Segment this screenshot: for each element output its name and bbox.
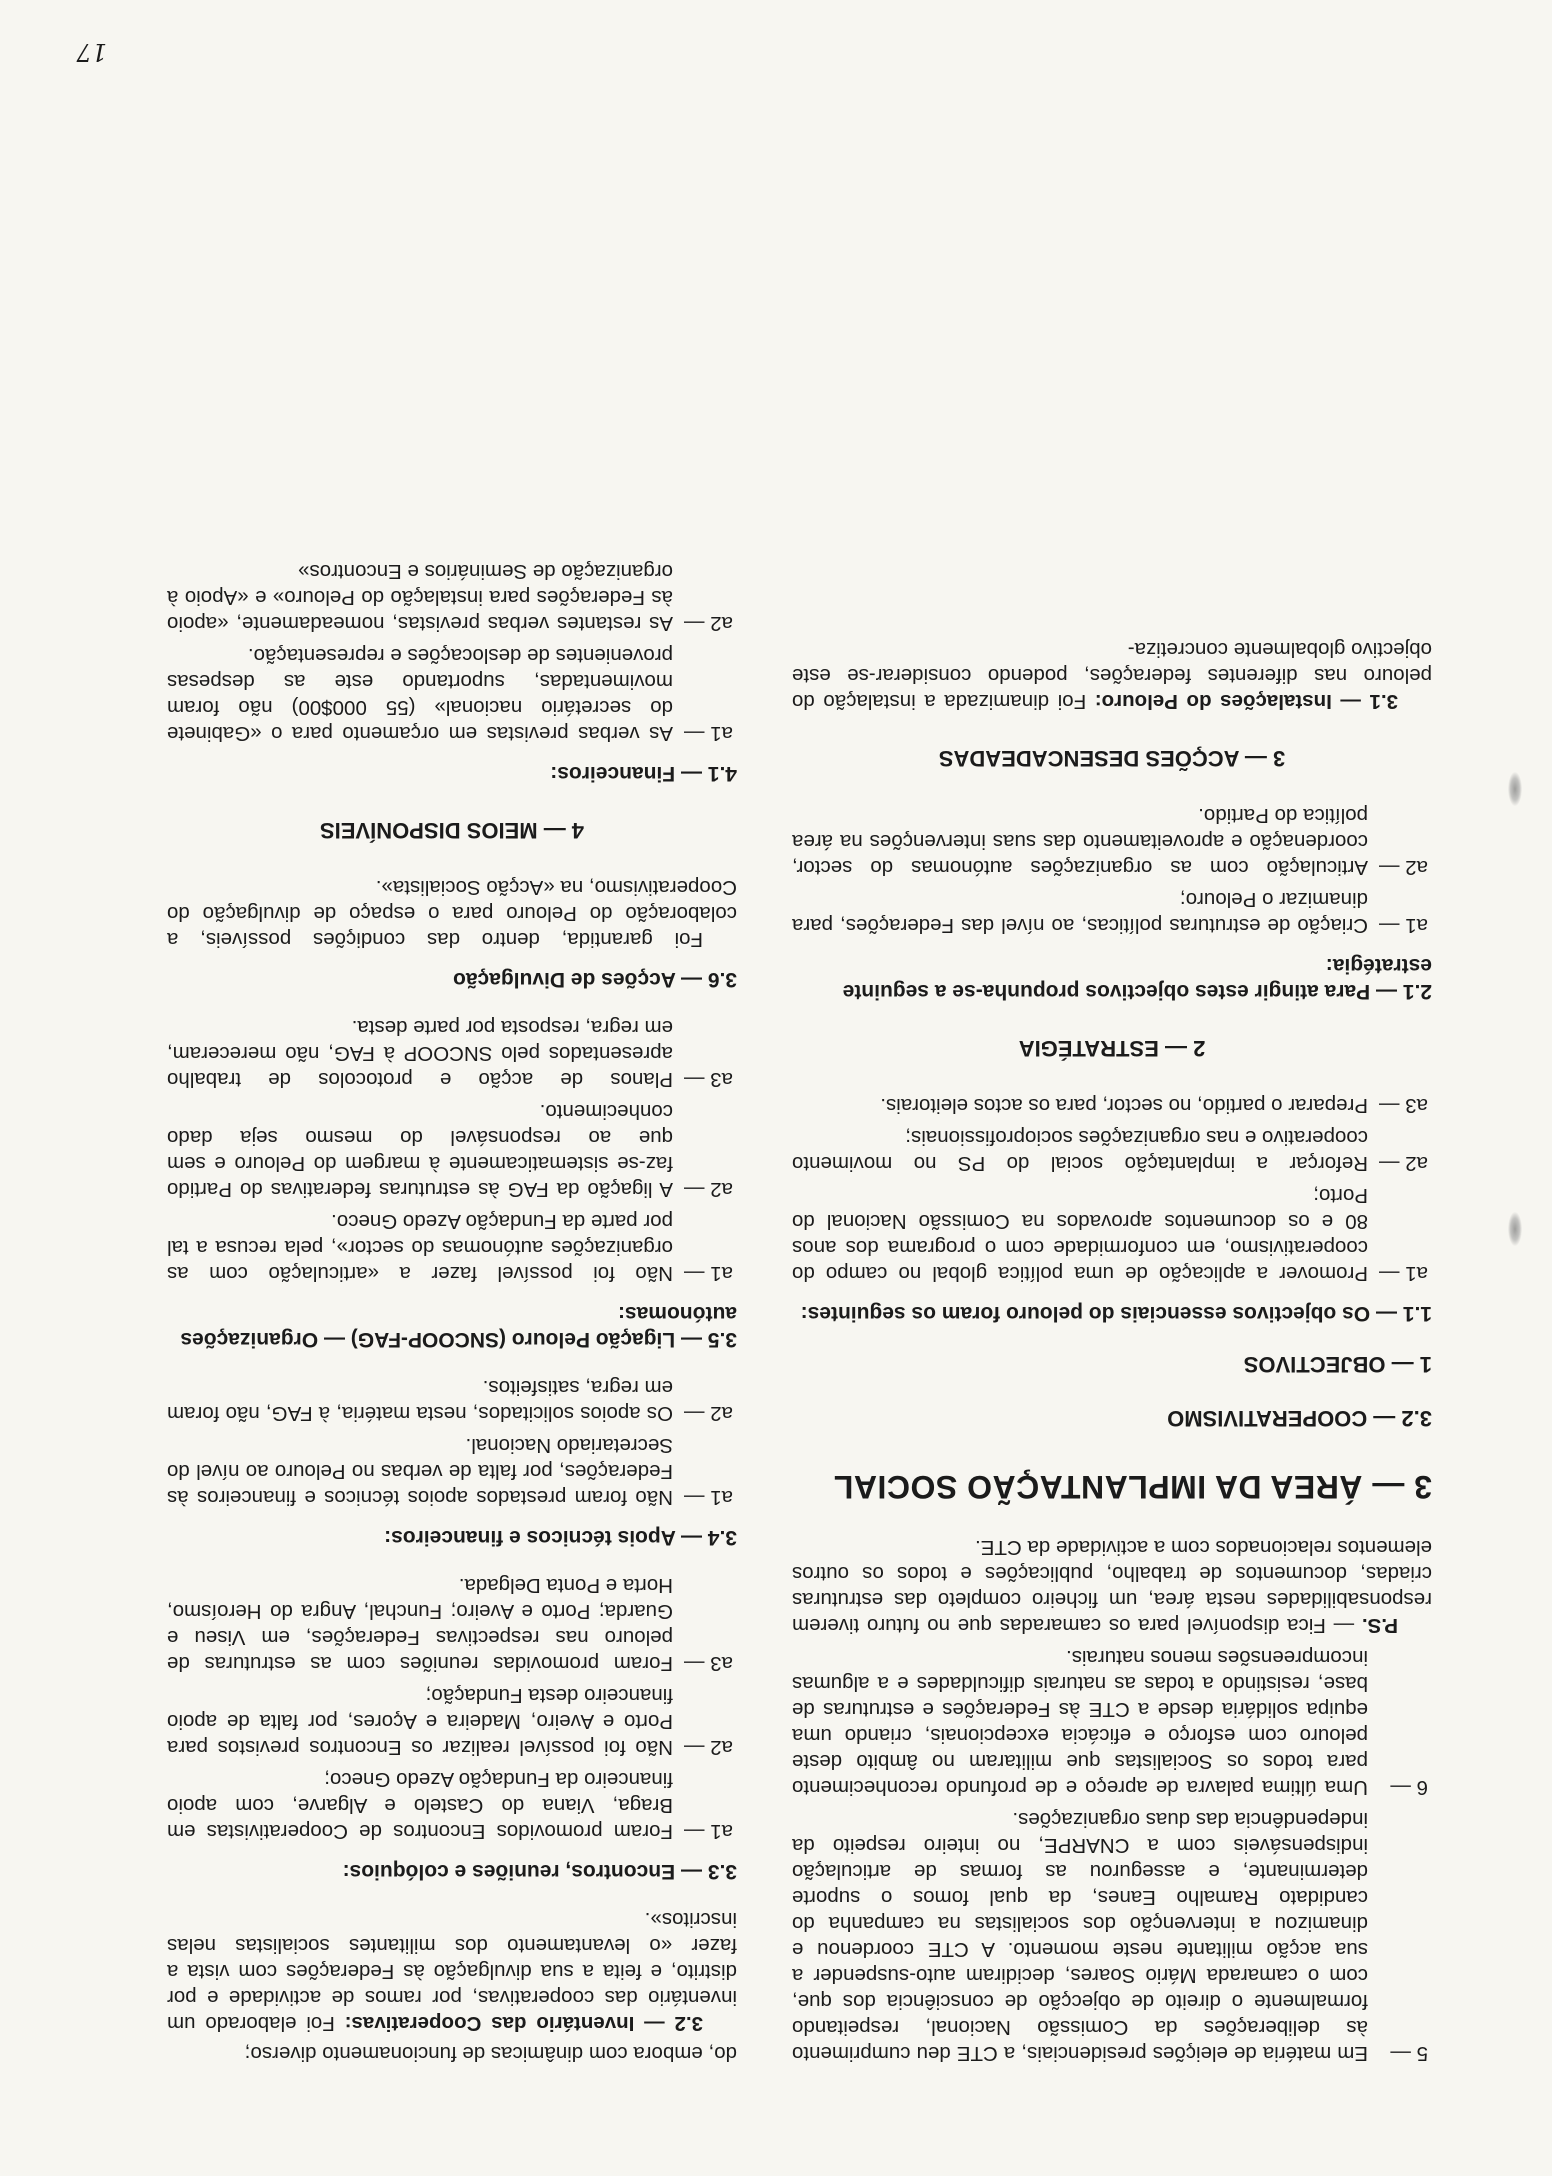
paragraph-text: Foi dinamizada a instalação do pelouro nas diferentes federações, podendo considerar-se este objectivo globalmente concretiza- xyxy=(792,638,1432,713)
heading-3-6: 3.6 — Acções de Divulgação xyxy=(452,968,737,991)
item-label: 6 — xyxy=(1390,1776,1428,1799)
heading-estrategia: 2 — ESTRATÉGIA xyxy=(1018,1036,1206,1061)
list-item xyxy=(167,1208,737,1286)
heading-meios: 4 — MEIOS DISPONÍVEIS xyxy=(319,818,585,843)
item-label: a1 — xyxy=(1379,914,1428,937)
item-text: Os apoios solicitados, nesta matéria, à FAG, não foram em regra, satisfeitos. xyxy=(167,1376,673,1425)
heading-2-1: 2.1 — Para atingir estes objectivos propunha-se a seguinte estratégia: xyxy=(842,954,1432,1003)
heading-3-3: 3.3 — Encontros, reuniões e colóquios: xyxy=(342,1860,737,1883)
item-text: Em matéria de eleições presidenciais, a CTE deu cumprimento às deliberações da Comissão Nacional, respeitando formalmente o direito de objecção de consciência dos que, com o camarada Mário Soares, decidiram auto-suspender a sua acção militante neste momento. A CTE coordenou e dinamizou a intervenção dos socialistas na campanha do candidato Ramalho Eanes, da qual fomos o suporte determinante, e assegurou as formas de articulação indispensáveis com a CNARPE, no inteiro respeito da independência das duas organizações. xyxy=(792,1808,1368,2065)
item-label: a1 — xyxy=(1379,1262,1428,1285)
ps-text: — Fica disponível para os camaradas que no futuro tiverem responsabilidades nesta área, um ficheiro completo das estruturas criadas, documentos de trabalho, publicações e todos os outros elementos relacionados com a actividade da CTE. xyxy=(792,1536,1432,1637)
heading-3-2: 3.2 — Inventário das Cooperativas: xyxy=(344,2012,703,2035)
item-text: As restantes verbas previstas, nomeadamente, «apoio às Federações para instalação do Pelouro» e «Apoio à organização de Seminários e Encontros» xyxy=(167,560,673,635)
item-label: a2 — xyxy=(684,1736,733,1759)
item-text: Foram promovidos Encontros de Cooperativistas em Braga, Viana do Castelo e Algarve, com apoio financeiro da Fundação Azedo Gneco; xyxy=(167,1768,673,1843)
heading-1-1: 1.1 — Os objectivos essenciais do pelouro foram os seguintes: xyxy=(800,1302,1432,1325)
list-item xyxy=(167,1572,737,1676)
item-label: a3 — xyxy=(1379,1094,1428,1117)
item-label: a1 — xyxy=(684,1486,733,1509)
paragraph-text: Foi elaborado um inventário das cooperativas, por ramos de actividade e por distrito, e feita a sua divulgação às Federações com vista a fazer «o levantamento dos militantes socialistas nelas inscritos». xyxy=(167,1908,737,2035)
item-text: Foram promovidas reuniões com as estruturas de pelouro nas respectivas Federações, em Viseu e Guarda; Porto e Aveiro; Funchal, Angra do Heroísmo, Horta e Ponta Delgada. xyxy=(167,1574,673,1675)
scan-mark xyxy=(1508,1212,1522,1246)
item-text: Articulação com as organizações autónomas do sector, coordenação e aproveitamento das suas intervenções na área política do Partido. xyxy=(792,804,1368,879)
item-text: Reforçar a implantação social do PS no movimento cooperativo e nas organizações socioprofissionais; xyxy=(792,1126,1368,1175)
item-text: A ligação da FAG às estruturas federativas do Partido faz-se sistematicamente à margem do Pelouro e sem que ao responsável do mesmo seja dado conhecimento. xyxy=(167,1100,673,1201)
paragraph-3-2 xyxy=(167,1906,737,2036)
scan-mark xyxy=(1508,772,1522,806)
item-5 xyxy=(792,1806,1432,2066)
item-text: As verbas previstas em orçamento para o «Gabinete do secretário nacional» (55 000$00) não foram movimentadas, suportando este as despesas provenientes de deslocações e representação. xyxy=(167,644,673,745)
item-label: a3 — xyxy=(684,1652,733,1675)
item-label: a3 — xyxy=(684,1068,733,1091)
item-text: Não foi possível fazer a «articulação com as organizações autónomas do sector», pela recusa a tal por parte da Fundação Azedo Gneco. xyxy=(167,1210,673,1285)
section-title: 3 — ÁREA DA IMPLANTAÇÃO SOCIAL xyxy=(833,1469,1432,1505)
heading-accoes: 3 — ACÇÕES DESENCADEADAS xyxy=(938,746,1286,771)
list-item xyxy=(167,1374,737,1426)
list-item xyxy=(167,1432,737,1510)
item-label: a2 — xyxy=(1379,856,1428,879)
paragraph-3-6: Foi garantida, dentro das condições possíveis, a colaboração do Pelouro para o espaço de divulgação do Cooperativismo, na «Acção Socialista». xyxy=(167,876,737,951)
paragraph-3-1 xyxy=(792,636,1432,714)
item-text: Uma última palavra de apreço e de profundo reconhecimento para todos os Socialistas que militaram no âmbito deste pelouro com esforço e eficácia excepcionais, criando uma equipa solidária desde a CTE às Federações e estruturas de base, resistindo a todas as naturais dificuldades e a algumas incompreensões menos naturais. xyxy=(792,1646,1368,1799)
item-label: 5 — xyxy=(1390,2042,1428,2065)
right-column xyxy=(167,552,737,2066)
item-text: Planos de acção e protocolos de trabalho apresentados pelo SNCOOP à FAG, não mereceram, em regra, resposta por parte desta. xyxy=(167,1016,673,1091)
list-item xyxy=(167,642,737,746)
item-6 xyxy=(792,1644,1432,1800)
subsection-title: 3.2 — COOPERATIVISMO xyxy=(1167,1406,1432,1431)
ps-label: P.S. xyxy=(1361,1614,1398,1637)
list-item xyxy=(792,1124,1432,1176)
page-number: 17 xyxy=(76,38,107,66)
item-text: Não foi possível realizar os Encontros previstos para Porto e Aveiro, Madeira e Açores, por falta de apoio financeiro desta Fundação; xyxy=(167,1684,673,1759)
heading-3-5: 3.5 — Ligação Pelouro (SNCOOP-FAG) — Organizações autónomas: xyxy=(180,1302,737,1351)
heading-3-1: 3.1 — Instalações do Pelouro: xyxy=(1094,690,1398,713)
list-item xyxy=(167,1682,737,1760)
list-item xyxy=(792,886,1432,938)
heading-4-1: 4.1 — Financeiros: xyxy=(550,762,737,785)
list-item xyxy=(167,558,737,636)
item-label: a2 — xyxy=(684,1402,733,1425)
ps-paragraph xyxy=(792,1534,1432,1638)
list-item xyxy=(792,1092,1432,1118)
list-item xyxy=(792,1182,1432,1286)
item-label: a1 — xyxy=(684,1820,733,1843)
item-label: a1 — xyxy=(684,722,733,745)
item-label: a1 — xyxy=(684,1262,733,1285)
list-item xyxy=(167,1014,737,1092)
item-text: Criação de estruturas políticas, ao nível das Federações, para dinamizar o Pelouro; xyxy=(792,888,1368,937)
heading-objectivos: 1 — OBJECTIVOS xyxy=(1243,1352,1432,1377)
item-label: a2 — xyxy=(684,612,733,635)
list-item xyxy=(167,1766,737,1844)
list-item xyxy=(792,802,1432,880)
item-text: Preparar o partido, no sector, para os actos eleitorais. xyxy=(880,1094,1368,1117)
left-column xyxy=(792,632,1432,2066)
item-text: Promover a aplicação de uma política global no campo do cooperativismo, em conformidade com o programa dos anos 80 e os documentos aprovados na Comissão Nacional do Porto; xyxy=(792,1184,1368,1285)
heading-3-4: 3.4 — Apois técnicos e financeiros: xyxy=(384,1526,737,1549)
item-text: Não foram prestados apoios técnicos e financeiros às Federações, por falta de verbas no Pelouro ao nível do Secretariado Nacional. xyxy=(167,1434,673,1509)
list-item xyxy=(167,1098,737,1202)
item-label: a2 — xyxy=(684,1178,733,1201)
item-label: a2 — xyxy=(1379,1152,1428,1175)
continuation-paragraph: do, embora com dinâmicas de funcionamento diverso; xyxy=(244,2042,737,2065)
